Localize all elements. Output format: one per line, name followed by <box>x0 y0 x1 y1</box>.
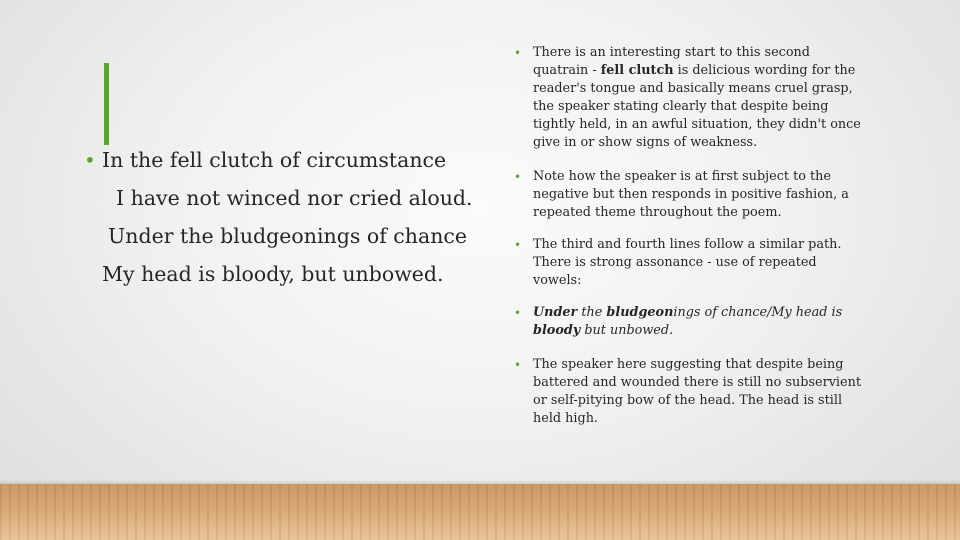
note-4-text-d: ings of chance/My head is <box>673 305 843 320</box>
wood-floor <box>0 484 960 540</box>
accent-bar <box>104 63 109 145</box>
note-2-text: Note how the speaker is at first subject to the negative but then responds in positive fashion, a repeated theme throughout the poem. <box>533 169 849 220</box>
note-4-bloody: bloody <box>533 323 581 338</box>
note-item <box>514 236 866 290</box>
notes-list <box>514 44 866 428</box>
bullet: • <box>84 148 96 172</box>
poem-line-3: Under the bludgeonings of chance <box>108 224 468 248</box>
note-item <box>514 44 866 152</box>
note-3-text: The third and fourth lines follow a similar path. There is strong assonance - use of repeated vowels: <box>533 237 842 288</box>
note-item <box>514 168 866 222</box>
note-4-text-f: but unbowed. <box>580 323 674 338</box>
note-1-text-c: is delicious wording for the reader's tongue and basically means cruel grasp, the speaker stating clearly that despite being tightly held, in an awful situation, they didn't once give in or show signs of weakness. <box>533 63 861 150</box>
note-1-emphasis: fell clutch <box>600 63 674 78</box>
note-4-under: Under <box>533 305 578 320</box>
bullet: • <box>514 358 522 372</box>
bullet: • <box>514 306 522 320</box>
note-4-text-b: the <box>577 305 607 320</box>
poem-line-2: I have not winced nor cried aloud. <box>116 186 473 210</box>
poem-line-4: My head is bloody, but unbowed. <box>102 262 444 286</box>
note-5-text: The speaker here suggesting that despite being battered and wounded there is still no subservient or self-pitying bow of the head. The head is still held high. <box>533 357 861 426</box>
bullet: • <box>514 46 522 60</box>
bullet: • <box>514 238 522 252</box>
note-item <box>514 356 866 428</box>
bullet: • <box>514 170 522 184</box>
poem-line-1-text: In the fell clutch of circumstance <box>102 148 447 172</box>
poem-line-1 <box>84 146 484 174</box>
poem-excerpt <box>84 146 484 298</box>
note-4-bludgeon: bludgeon <box>606 305 674 320</box>
note-1-text-a: There is an interesting start to this second quatrain - <box>533 45 810 78</box>
note-item <box>514 304 866 340</box>
analysis-notes <box>514 44 866 444</box>
